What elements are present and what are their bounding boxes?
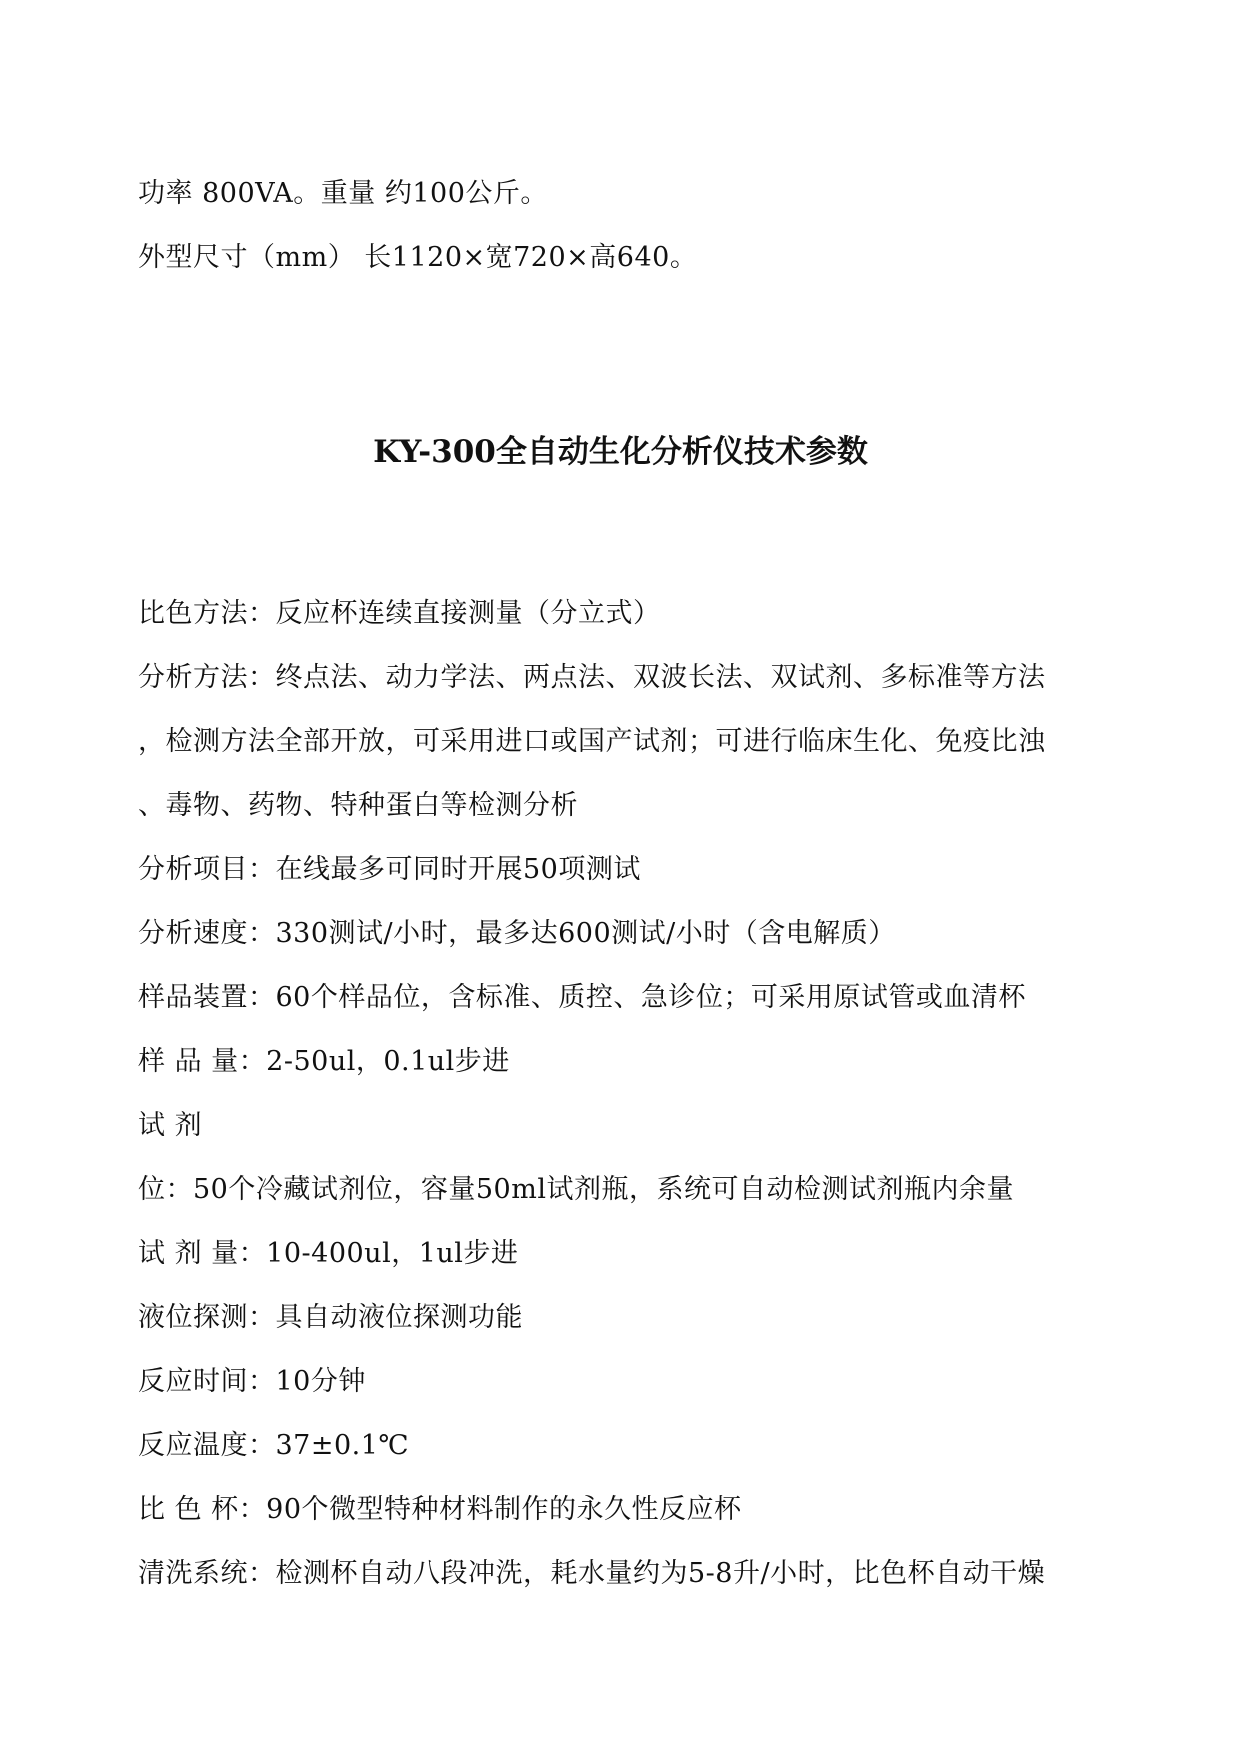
spec-line-reaction-time: 反应时间：10分钟 <box>138 1366 366 1397</box>
spec-line-reagent-label: 试 剂 <box>138 1110 203 1141</box>
spec-line-analysis-method-cont-1: ，检测方法全部开放，可采用进口或国产试剂；可进行临床生化、免疫比浊 <box>138 726 1046 757</box>
power-weight-line: 功率 800VA。重量 约100公斤。 <box>138 178 548 209</box>
spec-line-analysis-method-cont-2: 、毒物、药物、特种蛋白等检测分析 <box>138 790 578 821</box>
spec-line-wash-system: 清洗系统：检测杯自动八段冲洗，耗水量约为5-8升/小时，比色杯自动干燥 <box>138 1558 1046 1589</box>
spec-line-reagent-volume: 试 剂 量：10-400ul，1ul步进 <box>138 1238 519 1269</box>
spec-line-sample-unit: 样品装置：60个样品位，含标准、质控、急诊位；可采用原试管或血清杯 <box>138 982 1026 1013</box>
dimensions-line: 外型尺寸（mm） 长1120×宽720×高640。 <box>138 242 698 273</box>
spec-line-colorimetric-method: 比色方法：反应杯连续直接测量（分立式） <box>138 598 661 629</box>
spec-line-analysis-method: 分析方法：终点法、动力学法、两点法、双波长法、双试剂、多标准等方法 <box>138 662 1046 693</box>
spec-line-analysis-speed: 分析速度：330测试/小时，最多达600测试/小时（含电解质） <box>138 918 896 949</box>
document-title: KY-300全自动生化分析仪技术参数 <box>373 434 868 470</box>
spec-line-reagent-positions: 位：50个冷藏试剂位，容量50ml试剂瓶，系统可自动检测试剂瓶内余量 <box>138 1174 1014 1205</box>
spec-line-analysis-items: 分析项目：在线最多可同时开展50项测试 <box>138 854 641 885</box>
spec-line-sample-volume: 样 品 量：2-50ul，0.1ul步进 <box>138 1046 510 1077</box>
spec-line-cuvettes: 比 色 杯：90个微型特种材料制作的永久性反应杯 <box>138 1494 742 1525</box>
spec-line-level-detection: 液位探测：具自动液位探测功能 <box>138 1302 523 1333</box>
spec-line-reaction-temperature: 反应温度：37±0.1℃ <box>138 1430 410 1461</box>
